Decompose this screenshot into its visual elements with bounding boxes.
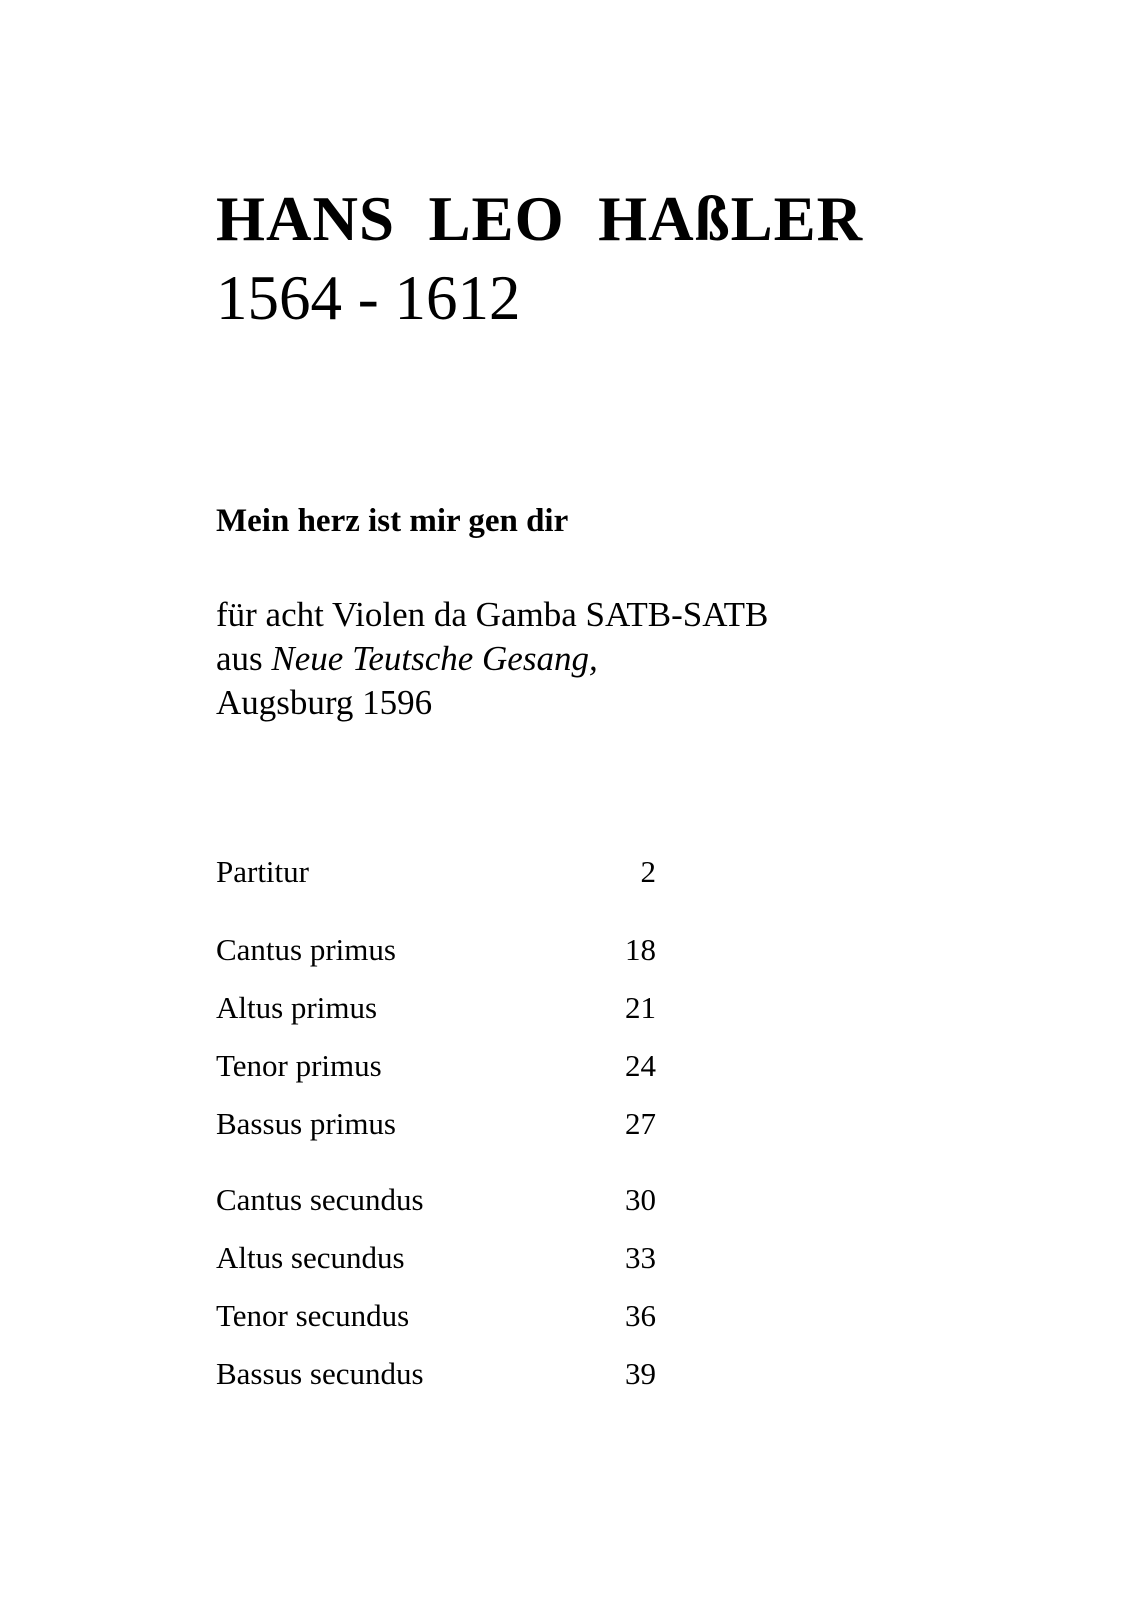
work-title: Mein herz ist mir gen dir	[216, 503, 569, 539]
source-prefix: aus	[216, 639, 272, 678]
toc-label: Bassus primus	[216, 1106, 396, 1141]
toc-row-bassus-secundus	[216, 1356, 656, 1392]
toc-row-bassus-primus	[216, 1106, 656, 1142]
toc-label: Altus primus	[216, 990, 378, 1025]
instrumentation: für acht Violen da Gamba SATB-SATB	[216, 595, 769, 634]
toc-label: Cantus secundus	[216, 1182, 424, 1217]
toc-label: Bassus secundus	[216, 1356, 424, 1391]
toc-label: Tenor secundus	[216, 1298, 410, 1333]
toc-row-cantus-secundus	[216, 1182, 656, 1218]
toc-row-altus-secundus	[216, 1240, 656, 1276]
source-title: Neue Teutsche Gesang,	[271, 639, 598, 678]
work-description	[216, 593, 768, 725]
toc-page-number: 24	[625, 1048, 656, 1083]
toc-page-number: 21	[625, 990, 656, 1025]
toc-label: Tenor primus	[216, 1048, 382, 1083]
toc-page-number: 33	[625, 1240, 656, 1275]
source-line	[216, 637, 768, 681]
toc-page-number: 36	[625, 1298, 656, 1333]
toc-row-tenor-secundus	[216, 1298, 656, 1334]
toc-row-tenor-primus	[216, 1048, 656, 1084]
source-place-year: Augsburg 1596	[216, 683, 433, 722]
toc-page-number: 2	[640, 854, 656, 889]
toc-label: Partitur	[216, 854, 309, 889]
composer-name: HANS LEO HAßLER	[216, 184, 864, 254]
toc-page-number: 30	[625, 1182, 656, 1217]
toc-label: Cantus primus	[216, 932, 396, 967]
toc-page-number: 27	[625, 1106, 656, 1141]
composer-dates: 1564 - 1612	[216, 263, 521, 333]
toc-page-number: 39	[625, 1356, 656, 1391]
toc-row-altus-primus	[216, 990, 656, 1026]
toc-row-cantus-primus	[216, 932, 656, 968]
toc-label: Altus secundus	[216, 1240, 405, 1275]
toc-page-number: 18	[625, 932, 656, 967]
toc-row-partitur	[216, 854, 656, 890]
